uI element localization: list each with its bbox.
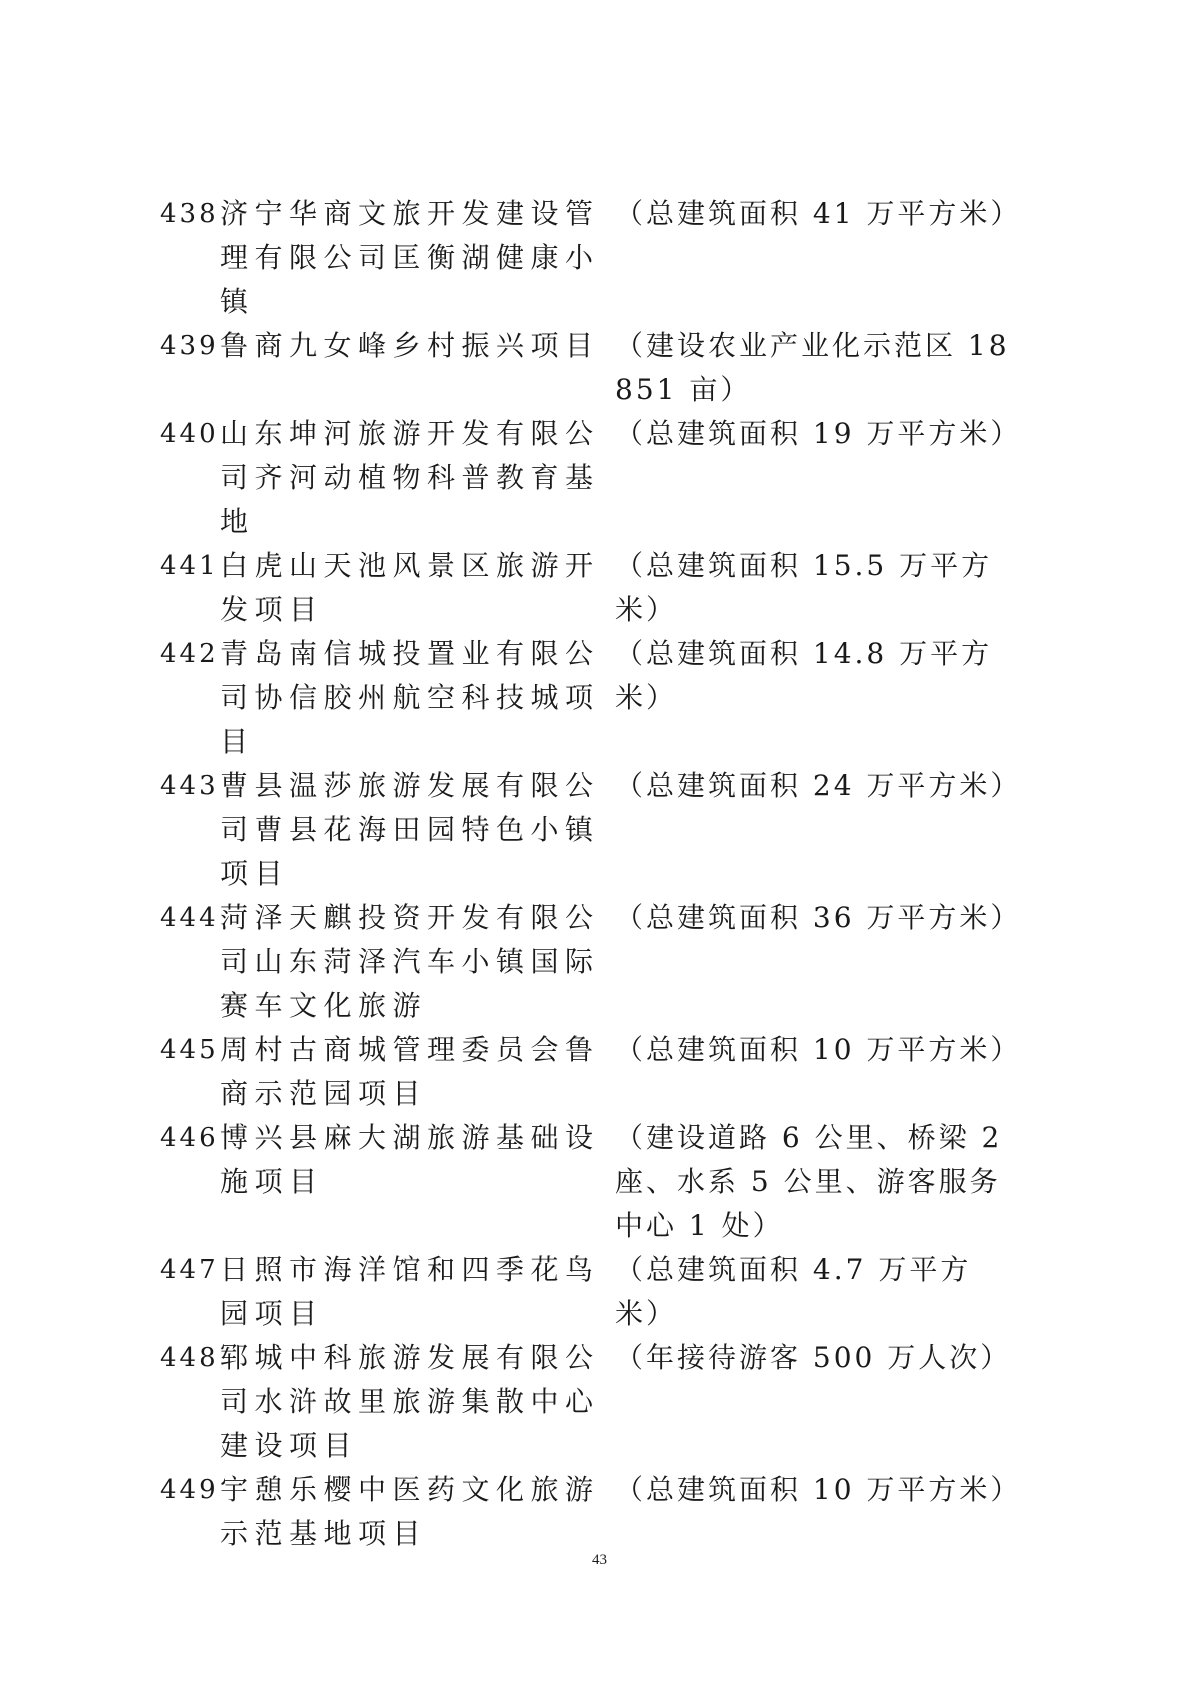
project-name: 博兴县麻大湖旅游基础设施项目 <box>220 1121 600 1198</box>
project-name: 日照市海洋馆和四季花鸟园项目 <box>220 1253 600 1330</box>
item-number: 446 <box>160 1123 219 1153</box>
item-number: 447 <box>160 1255 219 1285</box>
item-number: 442 <box>160 639 219 669</box>
item-number: 444 <box>160 903 219 933</box>
list-item <box>160 324 1040 412</box>
item-number: 445 <box>160 1035 219 1065</box>
project-description: （总建筑面积 36 万平方米） <box>615 901 1022 934</box>
project-name: 郓城中科旅游发展有限公司水浒故里旅游集散中心建设项目 <box>220 1341 600 1462</box>
list-item <box>160 1336 1040 1468</box>
list-item <box>160 192 1040 324</box>
project-description: （建设农业产业化示范区 18851 亩） <box>615 329 1010 406</box>
project-list <box>160 192 1040 1556</box>
item-number: 439 <box>160 331 219 361</box>
item-number: 449 <box>160 1475 219 1505</box>
project-name: 山东坤河旅游开发有限公司齐河动植物科普教育基地 <box>220 417 600 538</box>
project-name: 白虎山天池风景区旅游开发项目 <box>220 549 600 626</box>
page-number: 43 <box>592 1552 607 1568</box>
project-description: （总建筑面积 4.7 万平方米） <box>615 1253 972 1330</box>
project-description: （总建筑面积 41 万平方米） <box>615 197 1022 230</box>
project-name: 鲁商九女峰乡村振兴项目 <box>220 329 600 362</box>
list-item <box>160 1248 1040 1336</box>
project-name: 周村古商城管理委员会鲁商示范园项目 <box>220 1033 600 1110</box>
project-description: （年接待游客 500 万人次） <box>615 1341 1012 1374</box>
project-name: 菏泽天麒投资开发有限公司山东菏泽汽车小镇国际赛车文化旅游 <box>220 901 600 1022</box>
item-number: 438 <box>160 199 219 229</box>
list-item <box>160 412 1040 544</box>
project-description: （总建筑面积 14.8 万平方米） <box>615 637 993 714</box>
list-item <box>160 1028 1040 1116</box>
list-item <box>160 1116 1040 1248</box>
project-name: 宇憩乐樱中医药文化旅游示范基地项目 <box>220 1473 600 1550</box>
project-name: 济宁华商文旅开发建设管理有限公司匡衡湖健康小镇 <box>220 197 600 318</box>
project-description: （总建筑面积 15.5 万平方米） <box>615 549 993 626</box>
list-item <box>160 896 1040 1028</box>
project-name: 曹县温莎旅游发展有限公司曹县花海田园特色小镇项目 <box>220 769 600 890</box>
item-number: 448 <box>160 1343 219 1373</box>
item-number: 440 <box>160 419 219 449</box>
project-description: （总建筑面积 10 万平方米） <box>615 1473 1022 1506</box>
project-name: 青岛南信城投置业有限公司协信胶州航空科技城项目 <box>220 637 600 758</box>
item-number: 443 <box>160 771 219 801</box>
project-description: （总建筑面积 10 万平方米） <box>615 1033 1022 1066</box>
project-description: （总建筑面积 24 万平方米） <box>615 769 1022 802</box>
project-description: （总建筑面积 19 万平方米） <box>615 417 1022 450</box>
list-item <box>160 1468 1040 1556</box>
project-description: （建设道路 6 公里、桥梁 2 座、水系 5 公里、游客服务中心 1 处） <box>615 1121 1003 1242</box>
list-item <box>160 764 1040 896</box>
list-item <box>160 544 1040 632</box>
item-number: 441 <box>160 551 219 581</box>
list-item <box>160 632 1040 764</box>
